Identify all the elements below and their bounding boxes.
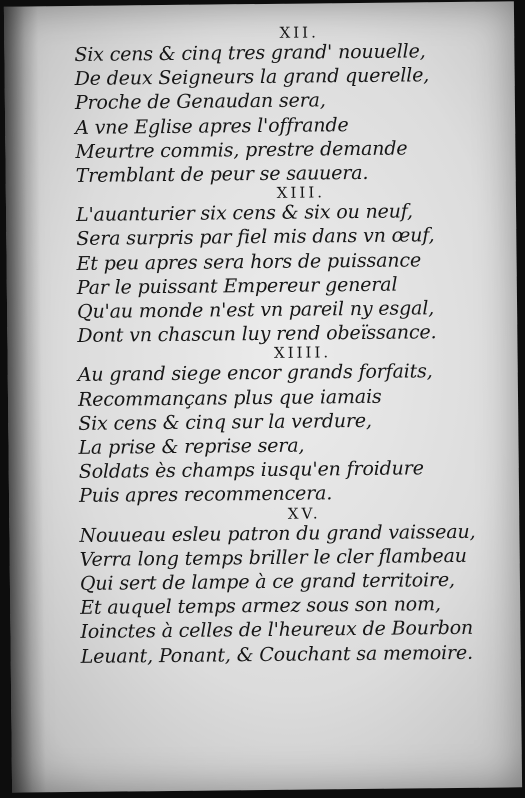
verse-line: Nouueau esleu patron du grand vaisseau, xyxy=(79,520,476,547)
verse-line: Six cens & cinq sur la verdure, xyxy=(78,409,372,435)
verse-line: Et auquel temps armez sous son nom, xyxy=(80,593,441,620)
verse-line: Soldats ès champs iusqu'en froidure xyxy=(78,457,424,484)
verse-line: Recommançans plus que iamais xyxy=(77,385,382,411)
verse-line: A vne Eglise apres l'offrande xyxy=(75,113,349,139)
verse-line: Au grand siege encor grands forfaits, xyxy=(77,360,433,387)
verse-line: Puis apres recommencera. xyxy=(78,482,333,508)
stanza-xiii xyxy=(66,184,498,349)
verse-line: Six cens & cinq tres grand' nouuelle, xyxy=(74,40,426,66)
quatrain-text-block xyxy=(64,24,501,669)
verse-line: Leuant, Ponant, & Couchant sa memoire. xyxy=(80,641,474,668)
stanza-number: XIII. xyxy=(276,183,326,203)
verse-line: De deux Seigneurs la grand querelle, xyxy=(74,64,430,91)
stanza-xv xyxy=(69,504,501,669)
stanza-number: XV. xyxy=(287,504,321,523)
verse-line: Sera surpris par fiel mis dans vn œuf, xyxy=(76,224,435,251)
verse-line: La prise & reprise sera, xyxy=(78,434,305,459)
stanza-number: XII. xyxy=(279,23,319,42)
book-page xyxy=(4,1,522,792)
verse-line: L'auanturier six cens & six ou neuf, xyxy=(75,200,414,227)
verse-line: Dont vn chascun luy rend obeïssance. xyxy=(77,321,437,348)
verse-line: Meurtre commis, prestre demande xyxy=(75,137,408,163)
verse-line: Ioinctes à celles de l'heureux de Bourbon xyxy=(80,617,474,644)
verse-line: Qu'au monde n'est vn pareil ny esgal, xyxy=(76,297,435,323)
verse-line: Qui sert de lampe à ce grand territoire, xyxy=(79,569,455,595)
verse-line: Proche de Genaudan sera, xyxy=(74,89,326,115)
stanza-number: XIIII. xyxy=(273,343,332,363)
stanza-xiiii xyxy=(67,344,499,509)
verse-line: Et peu apres sera hors de puissance xyxy=(76,248,422,275)
verse-line: Par le puissant Empereur general xyxy=(76,273,398,299)
verse-line: Verra long temps briller le cler flambeau xyxy=(79,544,467,571)
stanza-xii xyxy=(64,24,496,189)
verse-line: Tremblant de peur se sauuera. xyxy=(75,161,369,187)
